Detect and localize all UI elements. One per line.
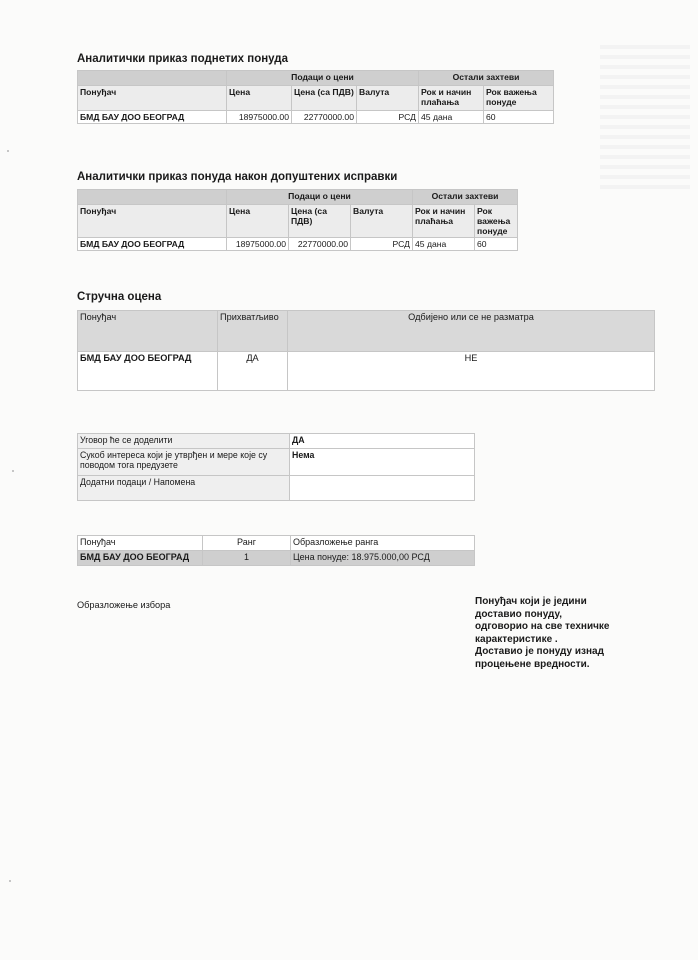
scan-mark bbox=[9, 880, 11, 882]
rank-value: 1 bbox=[203, 551, 291, 566]
ranking-table bbox=[77, 535, 475, 566]
col-bidder: Понуђач bbox=[78, 536, 203, 551]
bidder-name: БМД БАУ ДОО БЕОГРАД bbox=[78, 352, 218, 391]
col-payment-terms: Рок и начин плаћања bbox=[419, 86, 484, 111]
acceptable-value: ДА bbox=[218, 352, 288, 391]
info-row-notes bbox=[78, 476, 475, 501]
price: 18975000.00 bbox=[227, 111, 292, 124]
conflict-value: Нема bbox=[290, 449, 475, 476]
price-vat: 22770000.00 bbox=[292, 111, 357, 124]
validity: 60 bbox=[484, 111, 554, 124]
table-row bbox=[78, 352, 655, 391]
group-other-header: Остали захтеви bbox=[419, 71, 554, 86]
col-price-vat: Цена (са ПДВ) bbox=[292, 86, 357, 111]
col-rank: Ранг bbox=[203, 536, 291, 551]
bidder-name: БМД БАУ ДОО БЕОГРАД bbox=[78, 551, 203, 566]
selection-label: Образложење избора bbox=[77, 600, 171, 610]
group-other-header: Остали захтеви bbox=[413, 190, 518, 205]
section-title-evaluation: Стручна оцена bbox=[77, 291, 162, 303]
table-row bbox=[78, 238, 518, 251]
currency: РСД bbox=[351, 238, 413, 251]
table-row bbox=[78, 111, 554, 124]
notes-label: Додатни подаци / Напомена bbox=[78, 476, 290, 501]
col-rejected: Одбијено или се не разматра bbox=[288, 311, 655, 352]
contract-info-table bbox=[77, 433, 475, 501]
payment-terms: 45 дана bbox=[419, 111, 484, 124]
section-title-submitted-bids: Аналитички приказ поднетих понуда bbox=[77, 53, 288, 65]
conflict-label: Сукоб интереса који је утврђен и мере које су поводом тога предузете bbox=[78, 449, 290, 476]
info-row-award bbox=[78, 434, 475, 449]
scan-mark bbox=[12, 470, 14, 472]
bleed-through-text bbox=[600, 45, 690, 195]
selection-rationale: Понуђач који је једини доставио понуду, одговорио на све техничке карактеристике . Доставио је понуду изнад процењене вредности. bbox=[475, 596, 610, 670]
col-bidder: Понуђач bbox=[78, 86, 227, 111]
price-vat: 22770000.00 bbox=[289, 238, 351, 251]
info-row-conflict bbox=[78, 449, 475, 476]
col-bidder: Понуђач bbox=[78, 205, 227, 238]
col-currency: Валута bbox=[357, 86, 419, 111]
notes-value bbox=[290, 476, 475, 501]
award-label: Уговор ће се доделити bbox=[78, 434, 290, 449]
bidder-name: БМД БАУ ДОО БЕОГРАД bbox=[78, 238, 227, 251]
rejected-value: НЕ bbox=[288, 352, 655, 391]
group-price-header: Подаци о цени bbox=[227, 71, 419, 86]
payment-terms: 45 дана bbox=[413, 238, 475, 251]
col-validity: Рок важења понуде bbox=[484, 86, 554, 111]
price: 18975000.00 bbox=[227, 238, 289, 251]
col-price: Цена bbox=[227, 205, 289, 238]
col-price-vat: Цена (са ПДВ) bbox=[289, 205, 351, 238]
award-value: ДА bbox=[290, 434, 475, 449]
validity: 60 bbox=[475, 238, 518, 251]
group-price-header: Подаци о цени bbox=[227, 190, 413, 205]
col-bidder: Понуђач bbox=[78, 311, 218, 352]
col-payment-terms: Рок и начин плаћања bbox=[413, 205, 475, 238]
corrected-bids-table bbox=[77, 189, 518, 251]
col-rank-reason: Образложење ранга bbox=[291, 536, 475, 551]
bidder-name: БМД БАУ ДОО БЕОГРАД bbox=[78, 111, 227, 124]
col-validity: Рок важења понуде bbox=[475, 205, 518, 238]
col-acceptable: Прихватљиво bbox=[218, 311, 288, 352]
col-price: Цена bbox=[227, 86, 292, 111]
rank-reason: Цена понуде: 18.975.000,00 РСД bbox=[291, 551, 475, 566]
currency: РСД bbox=[357, 111, 419, 124]
evaluation-table bbox=[77, 310, 655, 391]
col-currency: Валута bbox=[351, 205, 413, 238]
table-row bbox=[78, 551, 475, 566]
submitted-bids-table bbox=[77, 70, 554, 124]
scan-mark bbox=[7, 150, 9, 152]
section-title-corrected-bids: Аналитички приказ понуда након допуштених исправки bbox=[77, 171, 398, 183]
